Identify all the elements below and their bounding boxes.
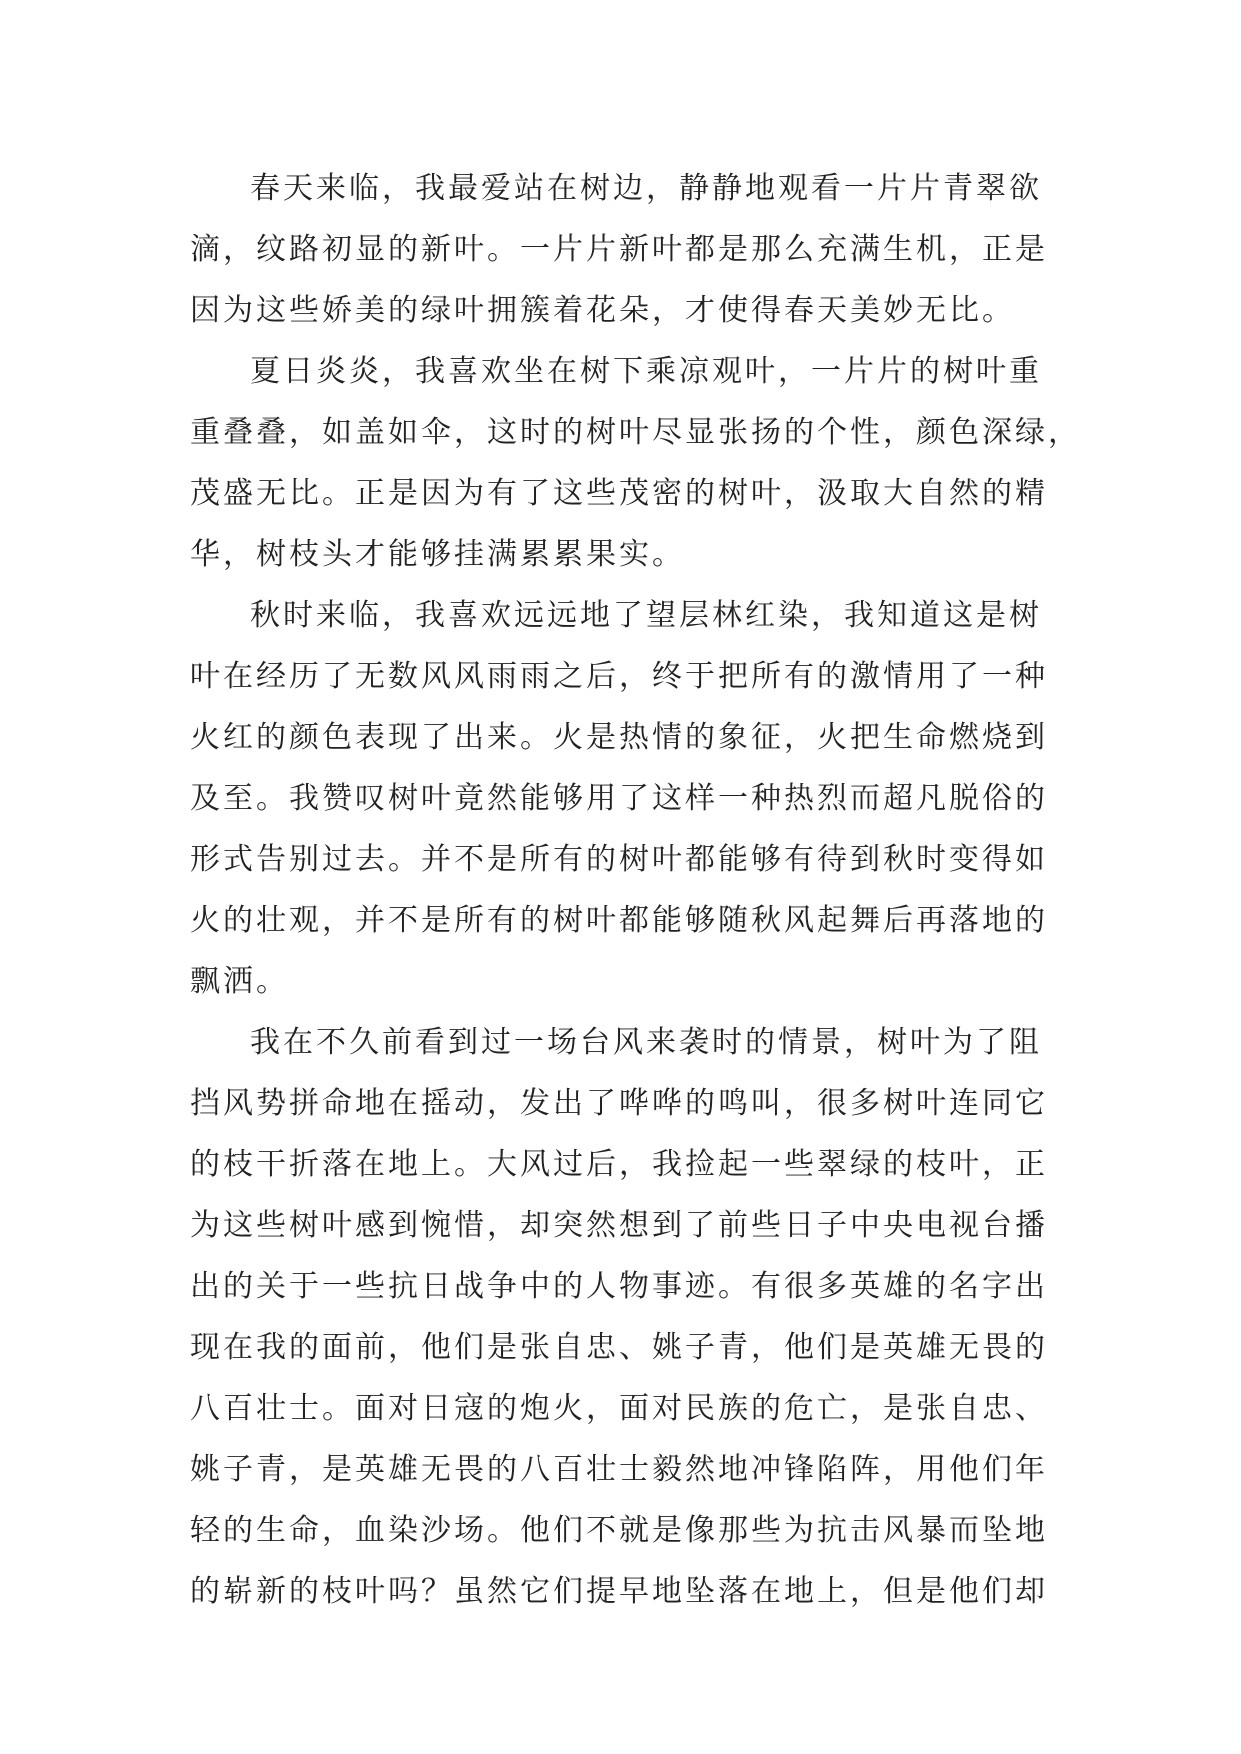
text-line: 华，树枝头才能够挂满累累果实。 [190,537,685,572]
text-line: 因为这些娇美的绿叶拥簇着花朵，才使得春天美妙无比。 [190,293,1015,328]
paragraph-typhoon [190,1012,1050,1622]
text-line: 的枝干折落在地上。大风过后，我捡起一些翠绿的枝叶，正 [190,1147,1048,1182]
text-line: 重叠叠，如盖如伞，这时的树叶尽显张扬的个性，颜色深绿， [190,415,1081,450]
text-line: 火红的颜色表现了出来。火是热情的象征，火把生命燃烧到 [190,720,1048,755]
text-line: 八百壮士。面对日寇的炮火，面对民族的危亡，是张自忠、 [190,1391,1048,1426]
text-line: 飘洒。 [190,964,289,999]
text-line: 姚子青，是英雄无畏的八百壮士毅然地冲锋陷阵，用他们年 [190,1452,1048,1487]
text-line: 春天来临，我最爱站在树边，静静地观看一片片青翠欲 [250,171,1042,206]
text-line: 挡风势拼命地在摇动，发出了哗哗的鸣叫，很多树叶连同它 [190,1086,1048,1121]
text-line: 及至。我赞叹树叶竟然能够用了这样一种热烈而超凡脱俗的 [190,781,1048,816]
text-line: 火的壮观，并不是所有的树叶都能够随秋风起舞后再落地的 [190,903,1048,938]
document-body [190,158,1081,1622]
text-line: 形式告别过去。并不是所有的树叶都能够有待到秋时变得如 [190,842,1048,877]
text-line: 现在我的面前，他们是张自忠、姚子青，他们是英雄无畏的 [190,1330,1048,1365]
text-line: 滴，纹路初显的新叶。一片片新叶都是那么充满生机，正是 [190,232,1048,267]
text-line: 的崭新的枝叶吗？虽然它们提早地坠落在地上，但是他们却 [190,1574,1048,1609]
paragraph-autumn [190,585,1050,1012]
paragraph-spring [190,158,1050,341]
text-line: 茂盛无比。正是因为有了这些茂密的树叶，汲取大自然的精 [190,476,1048,511]
text-line: 秋时来临，我喜欢远远地了望层林红染，我知道这是树 [250,598,1042,633]
text-line: 轻的生命，血染沙场。他们不就是像那些为抗击风暴而坠地 [190,1513,1048,1548]
text-line: 叶在经历了无数风风雨雨之后，终于把所有的激情用了一种 [190,659,1048,694]
text-line: 为这些树叶感到惋惜，却突然想到了前些日子中央电视台播 [190,1208,1048,1243]
text-line: 出的关于一些抗日战争中的人物事迹。有很多英雄的名字出 [190,1269,1048,1304]
text-line: 夏日炎炎，我喜欢坐在树下乘凉观叶，一片片的树叶重 [250,354,1042,389]
paragraph-summer [190,341,1081,585]
text-line: 我在不久前看到过一场台风来袭时的情景，树叶为了阻 [250,1025,1042,1060]
